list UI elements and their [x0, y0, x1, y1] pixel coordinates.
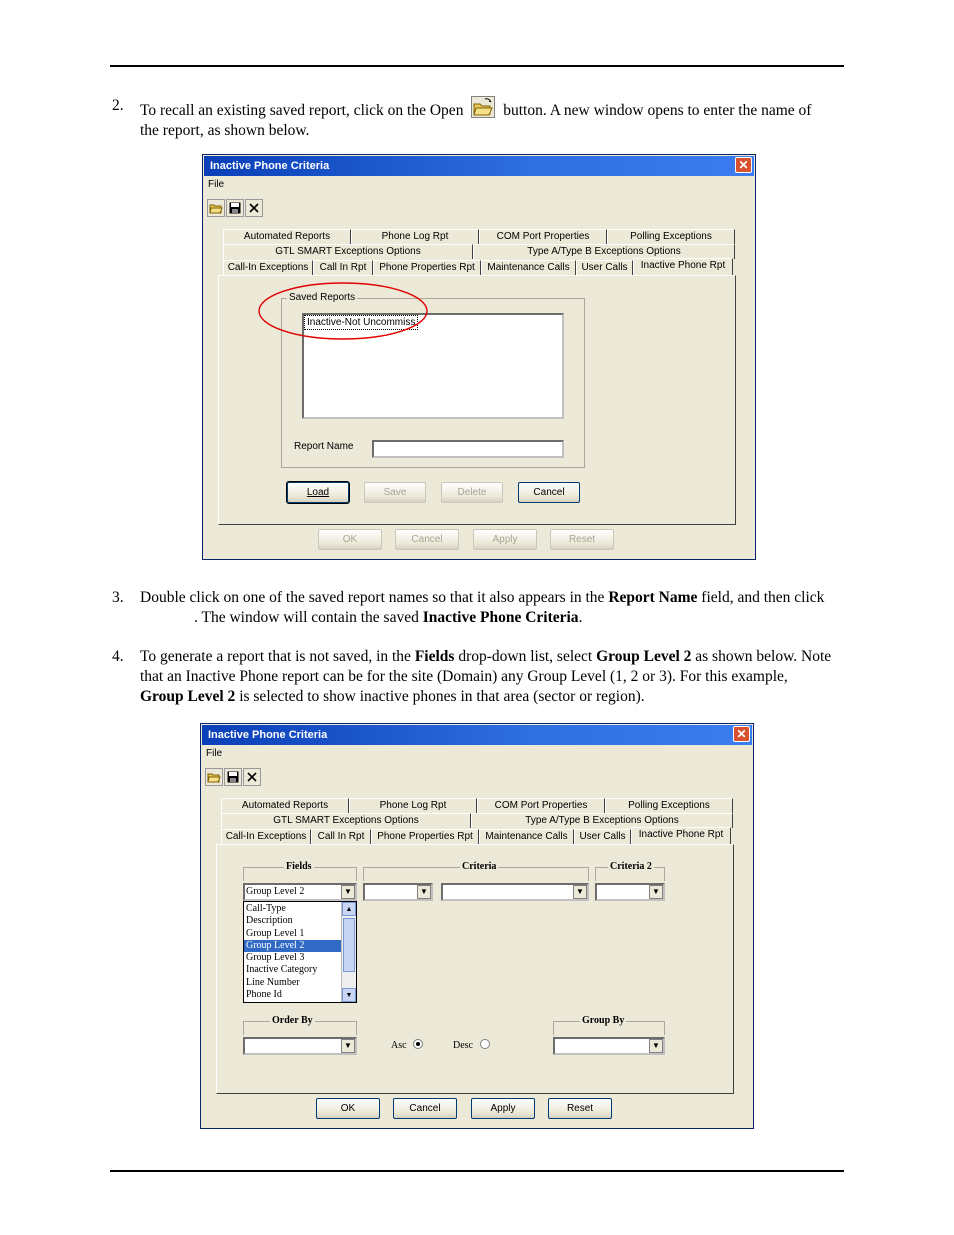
chevron-down-icon[interactable]: ▼	[341, 885, 355, 899]
tab-call-in-rpt[interactable]: Call In Rpt	[311, 829, 371, 844]
dropdown-items	[244, 902, 356, 1001]
desc-label: Desc	[453, 1040, 473, 1051]
delete-button[interactable]: Delete	[441, 482, 503, 503]
scroll-up-icon[interactable]: ▲	[342, 902, 356, 916]
tab-call-in-exceptions[interactable]: Call-In Exceptions	[223, 260, 313, 275]
tab-phone-properties-rpt[interactable]: Phone Properties Rpt	[373, 260, 481, 275]
tab-row-2	[221, 813, 733, 828]
tab-maintenance-calls[interactable]: Maintenance Calls	[481, 260, 576, 275]
asc-option[interactable]	[391, 1039, 423, 1051]
window-cancel-button[interactable]: Cancel	[395, 529, 459, 550]
dropdown-item[interactable]: Phone Id	[246, 989, 282, 1001]
save-disk-icon[interactable]	[224, 768, 242, 786]
window-title: Inactive Phone Criteria	[204, 156, 754, 176]
dropdown-item[interactable]: Group Level 1	[246, 927, 305, 939]
step-3-text-1: Double click on one of the saved report names so that it also appears in the	[140, 589, 609, 606]
group-by-select[interactable]	[553, 1037, 665, 1055]
tab-row-3	[223, 260, 733, 275]
saved-reports-window	[202, 154, 756, 560]
chevron-down-icon[interactable]: ▼	[341, 1039, 355, 1053]
criteria2-header	[595, 861, 665, 881]
ok-button[interactable]: OK	[316, 1098, 380, 1119]
tab-polling-exceptions[interactable]: Polling Exceptions	[605, 798, 733, 813]
dropdown-item[interactable]: Call-Type	[246, 903, 286, 914]
menu-file[interactable]: File	[206, 748, 223, 759]
tab-row-1	[223, 229, 735, 244]
step-4-number: 4.	[112, 648, 124, 665]
dropdown-item[interactable]: Line Number	[246, 976, 300, 988]
chevron-down-icon[interactable]: ▼	[573, 885, 587, 899]
dropdown-item[interactable]: Description	[246, 915, 293, 927]
order-by-label: Order By	[272, 1015, 313, 1026]
fields-dropdown-list[interactable]	[243, 901, 357, 1003]
step-3-bold-2: Inactive Phone Criteria	[422, 609, 579, 626]
apply-button[interactable]: Apply	[473, 529, 537, 550]
step-3-text-3: . The window will contain the saved	[194, 609, 423, 626]
save-button[interactable]: Save	[364, 482, 426, 503]
order-by-select[interactable]	[243, 1037, 357, 1055]
report-name-input[interactable]	[372, 440, 564, 458]
desc-radio[interactable]	[480, 1039, 490, 1049]
load-button[interactable]: Load	[287, 482, 349, 503]
step-3-bold-1: Report Name	[608, 589, 698, 606]
menu-file[interactable]: File	[208, 179, 225, 190]
red-highlight-ellipse	[255, 279, 435, 343]
step-4-text-3: as shown below. Note that an Inactive Phone report can be for the site (Domain) any Group Level (1, 2 or 3). For this example,	[140, 648, 832, 685]
tab-phone-properties-rpt[interactable]: Phone Properties Rpt	[371, 829, 479, 844]
order-by-header	[243, 1015, 357, 1035]
criteria2-label: Criteria 2	[610, 861, 652, 872]
tab-maintenance-calls[interactable]: Maintenance Calls	[479, 829, 574, 844]
group-by-label: Group By	[582, 1015, 625, 1026]
open-folder-icon	[471, 96, 495, 118]
step-4-bold-3: Group Level 2	[140, 688, 236, 705]
tab-user-calls[interactable]: User Calls	[574, 829, 631, 844]
step-2-text-before: To recall an existing saved report, click on the Open	[140, 102, 464, 119]
reset-button[interactable]: Reset	[548, 1098, 612, 1119]
scroll-thumb[interactable]	[343, 918, 355, 972]
chevron-down-icon[interactable]: ▼	[649, 885, 663, 899]
step-3-number: 3.	[112, 589, 124, 606]
report-name-label: Report Name	[294, 441, 354, 452]
open-folder-icon[interactable]	[205, 768, 223, 786]
dropdown-item[interactable]: Group Level 3	[246, 952, 305, 964]
criteria-value-select[interactable]	[441, 883, 589, 901]
tab-com-port-properties[interactable]: COM Port Properties	[479, 229, 607, 244]
toolbar	[205, 768, 261, 788]
tab-row-3	[221, 829, 731, 844]
tab-polling-exceptions[interactable]: Polling Exceptions	[607, 229, 735, 244]
step-2-text-after: button. A new window opens to enter the name of the report, as shown below.	[140, 102, 812, 139]
criteria-label: Criteria	[462, 861, 497, 872]
tab-inactive-phone-rpt[interactable]: Inactive Phone Rpt	[631, 827, 731, 844]
step-4-bold-1: Fields	[414, 648, 455, 665]
chevron-down-icon[interactable]: ▼	[417, 885, 431, 899]
step-2-number: 2.	[112, 97, 124, 114]
tab-call-in-exceptions[interactable]: Call-In Exceptions	[221, 829, 311, 844]
fields-header	[243, 861, 357, 881]
dropdown-scrollbar[interactable]	[341, 902, 356, 1002]
window-cancel-button[interactable]: Cancel	[393, 1098, 457, 1119]
delete-x-icon[interactable]	[245, 199, 263, 217]
save-disk-icon[interactable]	[226, 199, 244, 217]
window-title: Inactive Phone Criteria	[202, 725, 752, 745]
delete-x-icon[interactable]	[243, 768, 261, 786]
tab-gtl-smart-exceptions[interactable]: GTL SMART Exceptions Options	[223, 244, 473, 259]
saved-reports-label: Saved Reports	[289, 292, 356, 303]
group-by-header	[553, 1015, 665, 1035]
apply-button[interactable]: Apply	[471, 1098, 535, 1119]
dropdown-item[interactable]: Inactive Category	[246, 964, 318, 976]
bottom-rule	[110, 1170, 844, 1172]
step-3-text-2: field, and then click	[697, 589, 825, 606]
step-4-text-4: is selected to show inactive phones in that area (sector or region).	[235, 688, 645, 705]
tab-row-1	[221, 798, 733, 813]
desc-option[interactable]	[453, 1039, 490, 1051]
cancel-button[interactable]: Cancel	[518, 482, 580, 503]
saved-report-item[interactable]: Inactive-Not Uncommiss	[304, 315, 418, 330]
tab-type-a-b-exceptions[interactable]: Type A/Type B Exceptions Options	[471, 813, 733, 828]
step-3-text-4: .	[578, 609, 583, 626]
step-4-bold-2: Group Level 2	[596, 648, 692, 665]
ok-button[interactable]: OK	[318, 529, 382, 550]
close-icon[interactable]: ✕	[733, 726, 750, 742]
asc-label: Asc	[391, 1040, 407, 1051]
tab-gtl-smart-exceptions[interactable]: GTL SMART Exceptions Options	[221, 813, 471, 828]
dropdown-item[interactable]: Group Level 2	[244, 940, 342, 952]
scroll-down-icon[interactable]: ▼	[342, 988, 356, 1002]
open-folder-icon[interactable]	[207, 199, 225, 217]
tab-type-a-b-exceptions[interactable]: Type A/Type B Exceptions Options	[473, 244, 735, 259]
criteria-window	[200, 723, 754, 1129]
fields-select-value: Group Level 2	[246, 886, 305, 897]
criteria2-select[interactable]	[595, 883, 665, 901]
tab-phone-log-rpt[interactable]: Phone Log Rpt	[351, 229, 479, 244]
toolbar	[207, 199, 263, 219]
step-4-text-1: To generate a report that is not saved, in the	[140, 648, 415, 665]
close-icon[interactable]: ✕	[735, 157, 752, 173]
criteria-operator-select[interactable]	[363, 883, 433, 901]
chevron-down-icon[interactable]: ▼	[649, 1039, 663, 1053]
fields-label: Fields	[286, 861, 312, 872]
reset-button[interactable]: Reset	[550, 529, 614, 550]
asc-radio[interactable]	[413, 1039, 423, 1049]
tab-automated-reports[interactable]: Automated Reports	[223, 229, 351, 244]
step-4-text-2: drop-down list, select	[454, 648, 597, 665]
tab-phone-log-rpt[interactable]: Phone Log Rpt	[349, 798, 477, 813]
criteria-header	[363, 861, 589, 881]
tab-inactive-phone-rpt[interactable]: Inactive Phone Rpt	[633, 258, 733, 275]
tab-row-2	[223, 244, 735, 259]
tab-panel	[216, 844, 734, 1094]
top-rule	[110, 65, 844, 67]
tab-call-in-rpt[interactable]: Call In Rpt	[313, 260, 373, 275]
tab-user-calls[interactable]: User Calls	[576, 260, 633, 275]
tab-com-port-properties[interactable]: COM Port Properties	[477, 798, 605, 813]
tab-automated-reports[interactable]: Automated Reports	[221, 798, 349, 813]
fields-select[interactable]	[243, 883, 357, 901]
